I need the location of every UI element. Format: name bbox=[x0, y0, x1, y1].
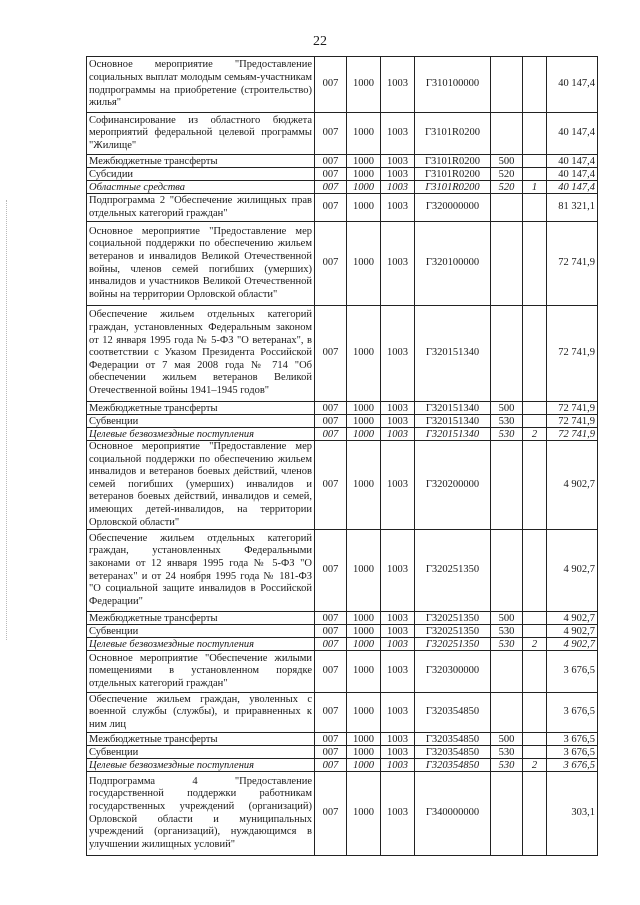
cell-code: 1 bbox=[523, 181, 547, 194]
cell-expense-type: 520 bbox=[491, 181, 523, 194]
cell-code bbox=[523, 693, 547, 733]
cell-amount: 72 741,9 bbox=[547, 415, 598, 428]
cell-grbs: 007 bbox=[315, 746, 347, 759]
cell-podrazdel: 1003 bbox=[381, 222, 415, 306]
row-description: Межбюджетные трансферты bbox=[87, 612, 315, 625]
cell-code bbox=[523, 733, 547, 746]
cell-razdel: 1000 bbox=[347, 428, 381, 441]
cell-podrazdel: 1003 bbox=[381, 772, 415, 856]
cell-amount: 4 902,7 bbox=[547, 625, 598, 638]
cell-razdel: 1000 bbox=[347, 651, 381, 693]
cell-grbs: 007 bbox=[315, 638, 347, 651]
row-description: Обеспечение жильем отдельных категорий граждан, установленных Федеральными законами от 12 января 1995 года № 5-ФЗ "О ветеранах" и от 24 ноября 1995 года № 181-ФЗ "О социальной защите инвалидов в Российской Федерации" bbox=[87, 530, 315, 612]
cell-razdel: 1000 bbox=[347, 402, 381, 415]
cell-podrazdel: 1003 bbox=[381, 733, 415, 746]
cell-expense-type: 500 bbox=[491, 733, 523, 746]
table-row bbox=[87, 194, 598, 222]
cell-podrazdel: 1003 bbox=[381, 638, 415, 651]
cell-expense-type bbox=[491, 772, 523, 856]
cell-grbs: 007 bbox=[315, 194, 347, 222]
cell-grbs: 007 bbox=[315, 415, 347, 428]
cell-target-article: Г3101R0200 bbox=[415, 181, 491, 194]
cell-grbs: 007 bbox=[315, 612, 347, 625]
cell-podrazdel: 1003 bbox=[381, 306, 415, 402]
row-description: Межбюджетные трансферты bbox=[87, 402, 315, 415]
cell-grbs: 007 bbox=[315, 693, 347, 733]
cell-podrazdel: 1003 bbox=[381, 415, 415, 428]
cell-target-article: Г320354850 bbox=[415, 759, 491, 772]
cell-grbs: 007 bbox=[315, 759, 347, 772]
cell-target-article: Г340000000 bbox=[415, 772, 491, 856]
cell-code: 2 bbox=[523, 638, 547, 651]
table-row bbox=[87, 693, 598, 733]
cell-podrazdel: 1003 bbox=[381, 530, 415, 612]
cell-code bbox=[523, 625, 547, 638]
table-row bbox=[87, 402, 598, 415]
cell-podrazdel: 1003 bbox=[381, 57, 415, 113]
row-description: Софинансирование из областного бюджета мероприятий федеральной целевой программы "Жилище" bbox=[87, 113, 315, 155]
cell-target-article: Г320151340 bbox=[415, 428, 491, 441]
cell-razdel: 1000 bbox=[347, 746, 381, 759]
cell-code bbox=[523, 168, 547, 181]
cell-expense-type: 530 bbox=[491, 759, 523, 772]
row-description: Основное мероприятие "Предоставление мер социальной поддержки по обеспечению жильем инвалидов и ветеранов боевых действий, членов семей погибших (умерших) инвалидов и ветеранов боевых действий, инвалидов и семей, имеющих детей-инвалидов, на территории Орловской области" bbox=[87, 441, 315, 530]
table-row bbox=[87, 530, 598, 612]
table-row bbox=[87, 746, 598, 759]
cell-code bbox=[523, 746, 547, 759]
row-description: Обеспечение жильем граждан, уволенных с военной службы (службы), и приравненных к ним лиц bbox=[87, 693, 315, 733]
cell-expense-type bbox=[491, 306, 523, 402]
cell-grbs: 007 bbox=[315, 651, 347, 693]
cell-podrazdel: 1003 bbox=[381, 651, 415, 693]
cell-grbs: 007 bbox=[315, 57, 347, 113]
cell-razdel: 1000 bbox=[347, 625, 381, 638]
cell-grbs: 007 bbox=[315, 306, 347, 402]
cell-expense-type bbox=[491, 222, 523, 306]
cell-target-article: Г320300000 bbox=[415, 651, 491, 693]
row-description: Областные средства bbox=[87, 181, 315, 194]
cell-grbs: 007 bbox=[315, 181, 347, 194]
table-row bbox=[87, 772, 598, 856]
cell-expense-type bbox=[491, 530, 523, 612]
cell-code bbox=[523, 441, 547, 530]
cell-target-article: Г3101R0200 bbox=[415, 155, 491, 168]
cell-code bbox=[523, 402, 547, 415]
cell-razdel: 1000 bbox=[347, 733, 381, 746]
cell-amount: 72 741,9 bbox=[547, 306, 598, 402]
table-row bbox=[87, 625, 598, 638]
cell-target-article: Г320151340 bbox=[415, 402, 491, 415]
cell-podrazdel: 1003 bbox=[381, 428, 415, 441]
cell-grbs: 007 bbox=[315, 530, 347, 612]
cell-razdel: 1000 bbox=[347, 612, 381, 625]
cell-razdel: 1000 bbox=[347, 113, 381, 155]
cell-expense-type bbox=[491, 57, 523, 113]
cell-target-article: Г320151340 bbox=[415, 306, 491, 402]
cell-expense-type: 530 bbox=[491, 428, 523, 441]
cell-amount: 3 676,5 bbox=[547, 733, 598, 746]
cell-razdel: 1000 bbox=[347, 57, 381, 113]
cell-target-article: Г320100000 bbox=[415, 222, 491, 306]
table-row bbox=[87, 113, 598, 155]
table-row bbox=[87, 428, 598, 441]
cell-amount: 40 147,4 bbox=[547, 57, 598, 113]
cell-target-article: Г320354850 bbox=[415, 693, 491, 733]
cell-target-article: Г310100000 bbox=[415, 57, 491, 113]
row-description: Субвенции bbox=[87, 625, 315, 638]
cell-grbs: 007 bbox=[315, 168, 347, 181]
cell-razdel: 1000 bbox=[347, 415, 381, 428]
cell-code bbox=[523, 194, 547, 222]
cell-razdel: 1000 bbox=[347, 155, 381, 168]
cell-code bbox=[523, 113, 547, 155]
cell-grbs: 007 bbox=[315, 441, 347, 530]
table-row bbox=[87, 181, 598, 194]
row-description: Целевые безвозмездные поступления bbox=[87, 638, 315, 651]
scan-margin-line bbox=[6, 200, 7, 640]
cell-code bbox=[523, 651, 547, 693]
table-row bbox=[87, 733, 598, 746]
cell-target-article: Г320354850 bbox=[415, 746, 491, 759]
cell-grbs: 007 bbox=[315, 772, 347, 856]
cell-podrazdel: 1003 bbox=[381, 441, 415, 530]
cell-razdel: 1000 bbox=[347, 222, 381, 306]
cell-amount: 72 741,9 bbox=[547, 222, 598, 306]
table-row bbox=[87, 651, 598, 693]
cell-code bbox=[523, 530, 547, 612]
row-description: Межбюджетные трансферты bbox=[87, 733, 315, 746]
cell-podrazdel: 1003 bbox=[381, 693, 415, 733]
cell-amount: 3 676,5 bbox=[547, 759, 598, 772]
cell-expense-type: 530 bbox=[491, 746, 523, 759]
cell-code bbox=[523, 222, 547, 306]
cell-target-article: Г320000000 bbox=[415, 194, 491, 222]
cell-razdel: 1000 bbox=[347, 194, 381, 222]
cell-grbs: 007 bbox=[315, 625, 347, 638]
row-description: Основное мероприятие "Предоставление мер социальной поддержки по обеспечению жильем ветеранов и инвалидов Великой Отечественной войны, членов семей погибших (умерших) инвалидов и участников Великой Отечественной войны на территории Орловской области" bbox=[87, 222, 315, 306]
cell-target-article: Г3101R0200 bbox=[415, 113, 491, 155]
cell-code bbox=[523, 306, 547, 402]
cell-code: 2 bbox=[523, 428, 547, 441]
table-row bbox=[87, 57, 598, 113]
cell-grbs: 007 bbox=[315, 155, 347, 168]
cell-code bbox=[523, 415, 547, 428]
table-row bbox=[87, 612, 598, 625]
cell-expense-type: 500 bbox=[491, 612, 523, 625]
table-row bbox=[87, 638, 598, 651]
cell-podrazdel: 1003 bbox=[381, 181, 415, 194]
cell-amount: 3 676,5 bbox=[547, 746, 598, 759]
cell-amount: 4 902,7 bbox=[547, 530, 598, 612]
row-description: Основное мероприятие "Предоставление социальных выплат молодым семьям-участникам подпрограммы на приобретение (строительство) жилья" bbox=[87, 57, 315, 113]
cell-podrazdel: 1003 bbox=[381, 625, 415, 638]
cell-target-article: Г3101R0200 bbox=[415, 168, 491, 181]
cell-podrazdel: 1003 bbox=[381, 194, 415, 222]
cell-target-article: Г320251350 bbox=[415, 530, 491, 612]
row-description: Целевые безвозмездные поступления bbox=[87, 428, 315, 441]
cell-amount: 4 902,7 bbox=[547, 638, 598, 651]
cell-razdel: 1000 bbox=[347, 441, 381, 530]
cell-razdel: 1000 bbox=[347, 638, 381, 651]
cell-code bbox=[523, 612, 547, 625]
cell-target-article: Г320251350 bbox=[415, 638, 491, 651]
cell-amount: 303,1 bbox=[547, 772, 598, 856]
table-row bbox=[87, 222, 598, 306]
cell-amount: 40 147,4 bbox=[547, 168, 598, 181]
row-description: Субсидии bbox=[87, 168, 315, 181]
cell-code bbox=[523, 57, 547, 113]
row-description: Основное мероприятие "Обеспечение жилыми помещениями в установленном порядке отдельных категорий граждан" bbox=[87, 651, 315, 693]
cell-expense-type: 530 bbox=[491, 625, 523, 638]
cell-razdel: 1000 bbox=[347, 530, 381, 612]
row-description: Целевые безвозмездные поступления bbox=[87, 759, 315, 772]
cell-razdel: 1000 bbox=[347, 693, 381, 733]
table-row bbox=[87, 441, 598, 530]
cell-podrazdel: 1003 bbox=[381, 612, 415, 625]
cell-podrazdel: 1003 bbox=[381, 746, 415, 759]
cell-amount: 40 147,4 bbox=[547, 181, 598, 194]
table-row bbox=[87, 155, 598, 168]
cell-code: 2 bbox=[523, 759, 547, 772]
cell-podrazdel: 1003 bbox=[381, 113, 415, 155]
cell-expense-type: 530 bbox=[491, 415, 523, 428]
cell-grbs: 007 bbox=[315, 733, 347, 746]
cell-amount: 72 741,9 bbox=[547, 428, 598, 441]
row-description: Подпрограмма 2 "Обеспечение жилищных прав отдельных категорий граждан" bbox=[87, 194, 315, 222]
cell-razdel: 1000 bbox=[347, 306, 381, 402]
table-row bbox=[87, 415, 598, 428]
cell-target-article: Г320354850 bbox=[415, 733, 491, 746]
row-description: Межбюджетные трансферты bbox=[87, 155, 315, 168]
cell-amount: 40 147,4 bbox=[547, 155, 598, 168]
cell-razdel: 1000 bbox=[347, 181, 381, 194]
cell-razdel: 1000 bbox=[347, 772, 381, 856]
cell-amount: 40 147,4 bbox=[547, 113, 598, 155]
cell-target-article: Г320251350 bbox=[415, 612, 491, 625]
budget-table bbox=[86, 56, 598, 856]
table-row bbox=[87, 306, 598, 402]
page-number: 22 bbox=[313, 34, 327, 49]
cell-target-article: Г320251350 bbox=[415, 625, 491, 638]
cell-code bbox=[523, 772, 547, 856]
cell-expense-type: 530 bbox=[491, 638, 523, 651]
cell-expense-type bbox=[491, 194, 523, 222]
cell-target-article: Г320151340 bbox=[415, 415, 491, 428]
cell-expense-type bbox=[491, 113, 523, 155]
cell-expense-type bbox=[491, 693, 523, 733]
cell-podrazdel: 1003 bbox=[381, 759, 415, 772]
cell-amount: 4 902,7 bbox=[547, 612, 598, 625]
cell-amount: 3 676,5 bbox=[547, 693, 598, 733]
cell-grbs: 007 bbox=[315, 222, 347, 306]
cell-podrazdel: 1003 bbox=[381, 168, 415, 181]
row-description: Обеспечение жильем отдельных категорий граждан, установленных Федеральным законом от 12 января 1995 года № 5-ФЗ "О ветеранах", в соответствии с Указом Президента Российской Федерации от 7 мая 2008 года № 714 "Об обеспечении жильем ветеранов Великой Отечественной войны 1941–1945 годов" bbox=[87, 306, 315, 402]
table-row bbox=[87, 759, 598, 772]
row-description: Подпрограмма 4 "Предоставление государственной поддержки работникам государственных учреждений (организаций) Орловской области и муниципальных учреждений (организаций), нуждающимся в улучшении жилищных условий" bbox=[87, 772, 315, 856]
cell-target-article: Г320200000 bbox=[415, 441, 491, 530]
cell-amount: 72 741,9 bbox=[547, 402, 598, 415]
cell-amount: 81 321,1 bbox=[547, 194, 598, 222]
cell-expense-type bbox=[491, 651, 523, 693]
cell-podrazdel: 1003 bbox=[381, 155, 415, 168]
cell-grbs: 007 bbox=[315, 113, 347, 155]
cell-expense-type: 500 bbox=[491, 155, 523, 168]
cell-expense-type: 520 bbox=[491, 168, 523, 181]
cell-code bbox=[523, 155, 547, 168]
cell-grbs: 007 bbox=[315, 428, 347, 441]
cell-expense-type bbox=[491, 441, 523, 530]
table-row bbox=[87, 168, 598, 181]
cell-razdel: 1000 bbox=[347, 759, 381, 772]
cell-amount: 3 676,5 bbox=[547, 651, 598, 693]
row-description: Субвенции bbox=[87, 746, 315, 759]
cell-expense-type: 500 bbox=[491, 402, 523, 415]
cell-amount: 4 902,7 bbox=[547, 441, 598, 530]
cell-podrazdel: 1003 bbox=[381, 402, 415, 415]
cell-razdel: 1000 bbox=[347, 168, 381, 181]
cell-grbs: 007 bbox=[315, 402, 347, 415]
row-description: Субвенции bbox=[87, 415, 315, 428]
